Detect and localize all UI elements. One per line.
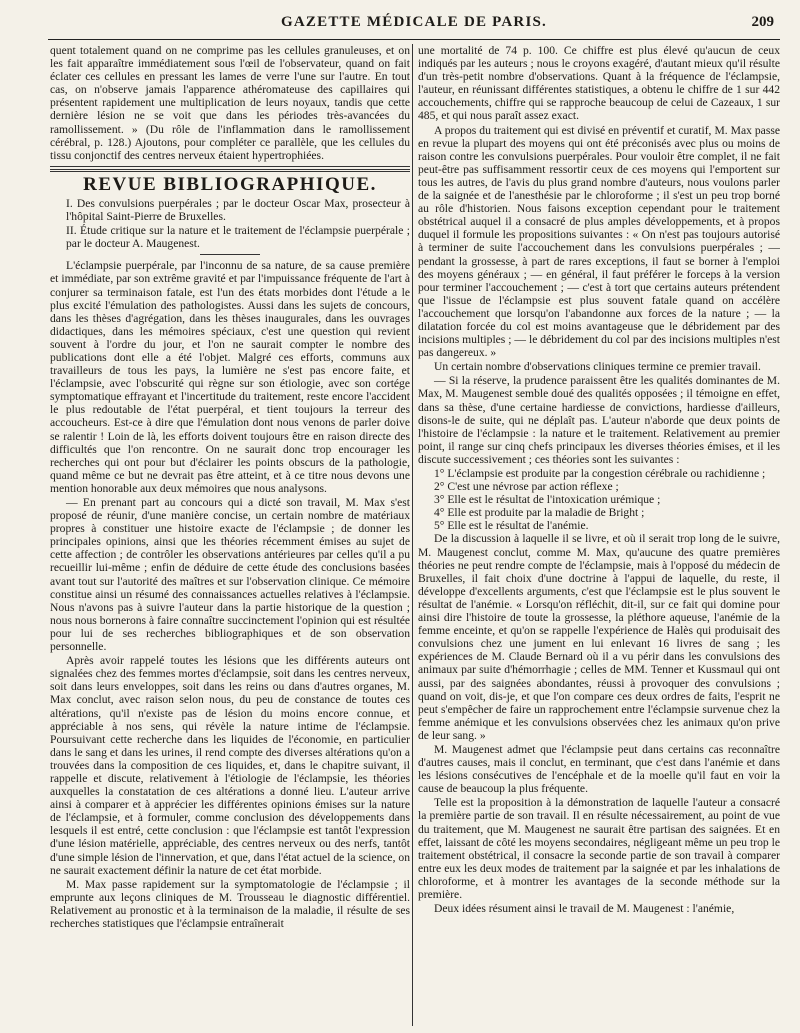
section-title: REVUE BIBLIOGRAPHIQUE. [83, 173, 377, 195]
intro-paragraph: quent totalement quand on ne comprime pas les cellules granuleuses, et on les fait apparaître immédiatement sous l'œil de l'observateur, quand on fait éclater ces cellules en pressant les lames de verre l'une sur l'autre. En tout cas, on n'observe jamais l'apparence athéromateuse des capillaires qui présentent rapidement une multiplication de leurs noyaux, tandis que cette dernière lésion ne se voit que dans les périodes très-avancées du ramollissement. » (Du rôle de l'inflammation dans le ramollissement cérébral, p. 128.) Ajoutons, pour compléter ce parallèle, que les cellules du tissu conjonctif des centres nerveux étaient hypertrophiées. [50, 44, 410, 162]
paragraph: Telle est la proposition à la démonstration de laquelle l'auteur a consacré la première partie de son travail. Il en résulte nécessairement, au point de vue du traitement, que M. Maugenest ne saurait être partisan des saignées. Et en effet, laissant de côté les moyens secondaires, négligeant même un peu trop le traitement obstétrical, il consacre la seconde partie de son travail à comparer entre eux les deux modes de traitement par la saignée et par les inhalations de chloroforme, et à montrer les avantages de la seconde méthode sur la première. [418, 796, 780, 901]
short-divider [200, 254, 260, 255]
section-double-rule [50, 169, 410, 172]
theory-list-item: 5° Elle est le résultat de l'anémie. [434, 519, 589, 533]
paragraph: A propos du traitement qui est divisé en préventif et curatif, M. Max passe en revue la plupart des moyens qui ont été préconisés avec plus ou moins de raison contre les convulsions puerpérales. Pour vouloir être complet, il ne fait peut-être pas suffisamment ressortir ceux de ces moyens qui l'emportent sur tous les autres, de l'avis du plus grand nombre d'auteurs, nous voulons parler de la saignée et de l'anesthésie par le chloroforme ; il s'est un peu trop borné au rôle d'historien. Nous faisons exception cependant pour le traitement obstétrical auquel il a consacré de plus amples développements, et à propos duquel il formule les propositions suivantes : « On n'est pas toujours autorisé à terminer de suite l'accouchement dans les convulsions puerpérales ; — pendant la grossesse, à part de rares exceptions, il faut se borner à l'emploi des moyens généraux ; — en général, il faut préférer le forceps à la version pour terminer l'accouchement ; — c'est à tort que certains auteurs prétendent que l'issue de l'éclampsie est plus souvent fatale quand on accélère l'accouchement que lorsqu'on l'abandonne aux forces de la nature ; — la dilatation forcée du col est moins avantageuse que le débridement par des incisions multiples ; — le débridement du col par des incisions multiples n'est pas dangereux. » [418, 123, 780, 360]
left-column [50, 44, 410, 1029]
review-item-2: II. Étude critique sur la nature et le traitement de l'éclampsie puerpérale ; par le docteur A. Maugenest. [66, 224, 410, 251]
review-item-1: I. Des convulsions puerpérales ; par le docteur Oscar Max, prosecteur à l'hôpital Saint-Pierre de Bruxelles. [66, 196, 410, 224]
right-column [418, 44, 780, 1029]
column-divider [412, 44, 413, 1026]
paragraph: — En prenant part au concours qui a dicté son travail, M. Max s'est proposé de réunir, d'une manière concise, un certain nombre de matériaux propres à constituer une histoire exacte de l'éclampsie ; de donner les principales opinions, ainsi que les théories récemment émises au sujet de cette affection ; de contrôler les observations antérieures par celles qu'il a pu recueillir lui-même ; enfin de déduire de cette étude des conclusions basées avant tout sur l'autorité des maîtres et sur l'observation clinique. Ce mémoire constitue ainsi un résumé des connaissances actuelles relatives à l'éclampsie. Nous n'avons pas à suivre l'auteur dans la partie historique de la question ; nous nous bornerons à faire connaître succinctement l'opinion qui est résultée pour lui de ses recherches bibliographiques et de son observation personnelle. [50, 496, 410, 654]
section-separator [50, 166, 410, 167]
journal-title: GAZETTE MÉDICALE DE PARIS. [281, 14, 547, 30]
theory-list-item: 4° Elle est produite par la maladie de Bright ; [434, 506, 645, 520]
paragraph: M. Max passe rapidement sur la symptomatologie de l'éclampsie ; il emprunte aux leçons cliniques de M. Trousseau le diagnostic différentiel. Relativement au pronostic et à la terminaison de la maladie, il résulte de ses recherches statistiques que l'éclampsie entraînerait [50, 877, 410, 930]
paragraph: M. Maugenest admet que l'éclampsie peut dans certains cas reconnaître d'autres causes, mais il conclut, en terminant, que c'est dans l'anémie et dans les lésions consécutives de l'encéphale et de la moelle qu'il faut en voir la cause de beaucoup la plus fréquente. [418, 742, 780, 796]
theory-list-item: 2° C'est une névrose par action réflexe ; [434, 480, 619, 494]
paragraph: Après avoir rappelé toutes les lésions que les différents auteurs ont signalées chez des femmes mortes d'éclampsie, soit dans les centres nerveux, soit dans leurs enveloppes, soit dans les reins ou dans d'autres organes, M. Max conclut, avec raison selon nous, du peu de constance de toutes ces altérations, qu'il n'existe pas de lésion du moins encore connue, et appréciable à nos sens, qui révèle la nature intime de l'éclampsie. Poursuivant cette recherche dans les liquides de l'économie, en particulier dans le sang et dans les urines, il rend compte des diverses altérations qu'on a trouvées dans la composition de ces liquides, et, dans le chapitre suivant, il rappelle et discute, relativement à l'étiologie de l'éclampsie, les théories auxquelles la constatation de ces altérations a donné lieu. L'auteur arrive ainsi à comparer et à apprécier les différentes opinions émises sur la nature de l'éclampsie, et à formuler, comme conclusion des développements dans lesquels il est entré, cette conclusion : que l'éclampsie est tantôt l'expression d'une lésion matérielle, appréciable, des centres nerveux ou des nerfs, tantôt d'une simple lésion de l'innervation, et que, dans l'état actuel de la science, on ne saurait exactement définir la nature de cet état morbide. [50, 654, 410, 877]
theory-list-item: 3° Elle est le résultat de l'intoxication urémique ; [434, 493, 661, 507]
paragraph: Un certain nombre d'observations cliniques termine ce premier travail. [434, 360, 761, 374]
paragraph: une mortalité de 74 p. 100. Ce chiffre est plus élevé qu'aucun de ceux indiqués par les auteurs ; nous le croyons exagéré, d'autant mieux qu'il résulte d'un très-petit nombre d'observations. Quant à la fréquence de l'éclampsie, l'auteur, en réunissant différentes statistiques, a obtenu le chiffre de 1 sur 442 accouchements, chiffre qui se rapproche beaucoup de celui de Cazeaux, 1 sur 485, et qui nous paraît assez exact. [418, 44, 780, 123]
page-header [48, 12, 780, 40]
paragraph: Deux idées résument ainsi le travail de M. Maugenest : l'anémie, [434, 902, 735, 916]
paragraph: L'éclampsie puerpérale, par l'inconnu de sa nature, de sa cause première et immédiate, par son extrême gravité et par l'impuissance fréquente de l'art à conjurer sa terminaison fatale, est l'un des états morbides dont l'étude a le plus excité l'émulation des pathologistes. Aussi dans les sujets de concours, dans les thèses d'agrégation, dans les thèses inaugurales, dans les ouvrages didactiques, dans les mémoires spéciaux, c'est une question qui revient souvent à l'ordre du jour, et l'on ne saurait compter le nombre des publications dont elle a été l'objet. Malgré ces efforts, communs aux travailleurs de tous les pays, la lumière ne s'est pas encore faite, et l'éclampsie, avec l'obscurité qui règne sur son étiologie, avec son cortége symptomatique effrayant et l'incertitude du traitement, reste encore l'accident le plus redoutable de l'état puerpéral, et tient toujours la terreur des accoucheurs. Est-ce à dire que l'émulation dont nous venons de parler doive se ralentir ! Loin de là, les efforts doivent toujours être en raison directe des difficultés que l'on rencontre. On ne saurait donc trop encourager les recherches qui ont pour but d'éclairer les points obscurs de la pathologie, quand même ce but ne devrait pas être atteint, et à ce titre nous devons une mention honorable aux deux mémoires que nous analysons. [50, 259, 410, 495]
paragraph: — Si la réserve, la prudence paraissent être les qualités dominantes de M. Max, M. Maugenest semble doué des qualités opposées ; il témoigne en effet, dans sa thèse, d'une certaine hardiesse de convictions, hardiesse d'ailleurs, disons-le de suite, qui ne déplaît pas. L'auteur n'aborde que deux points de l'histoire de l'éclampsie : la nature et le traitement. Relativement au premier point, il range sur cinq chefs principaux les diverses théories émises, et il les discute successivement ; ces théories sont les suivantes : [418, 374, 780, 466]
theory-list-item: 1° L'éclampsie est produite par la congestion cérébrale ou rachidienne ; [434, 467, 766, 480]
page-number: 209 [751, 14, 774, 30]
paragraph: De la discussion à laquelle il se livre, et où il serait trop long de le suivre, M. Maugenest conclut, comme M. Max, qu'aucune des quatre premières théories ne peut rendre compte de l'éclampsie, mais à l'opposé du médecin de Bruxelles, il fait choix d'une doctrine à l'appui de laquelle, du reste, il développe d'excellents arguments, c'est que l'éclampsie est le plus souvent le résultat de l'anémie. « Lorsqu'on réfléchit, dit-il, sur ce fait qui domine pour ainsi dire l'histoire de toute la grossesse, la pléthore aqueuse, l'anémie de la femme enceinte, et qu'on se rappelle l'expérience de Halès qui produisait des convulsions chez une jument en lui enlevant 16 livres de sang ; les expériences de M. Claude Bernard où il a vu périr dans les convulsions des animaux par suite d'hémorrhagie ; celles de MM. Tenner et Kussmaul qui ont aussi, par des saignées abondantes, réussi à provoquer des convulsions ; quand on voit, dis-je, et que l'on compare ces deux ordres de faits, l'esprit ne peut s'empêcher de faire un rapprochement entre l'éclampsie survenue chez la femme anémique et les convulsions observées chez les animaux qu'on prive de leur sang. » [418, 532, 780, 742]
header-rule [48, 39, 780, 40]
